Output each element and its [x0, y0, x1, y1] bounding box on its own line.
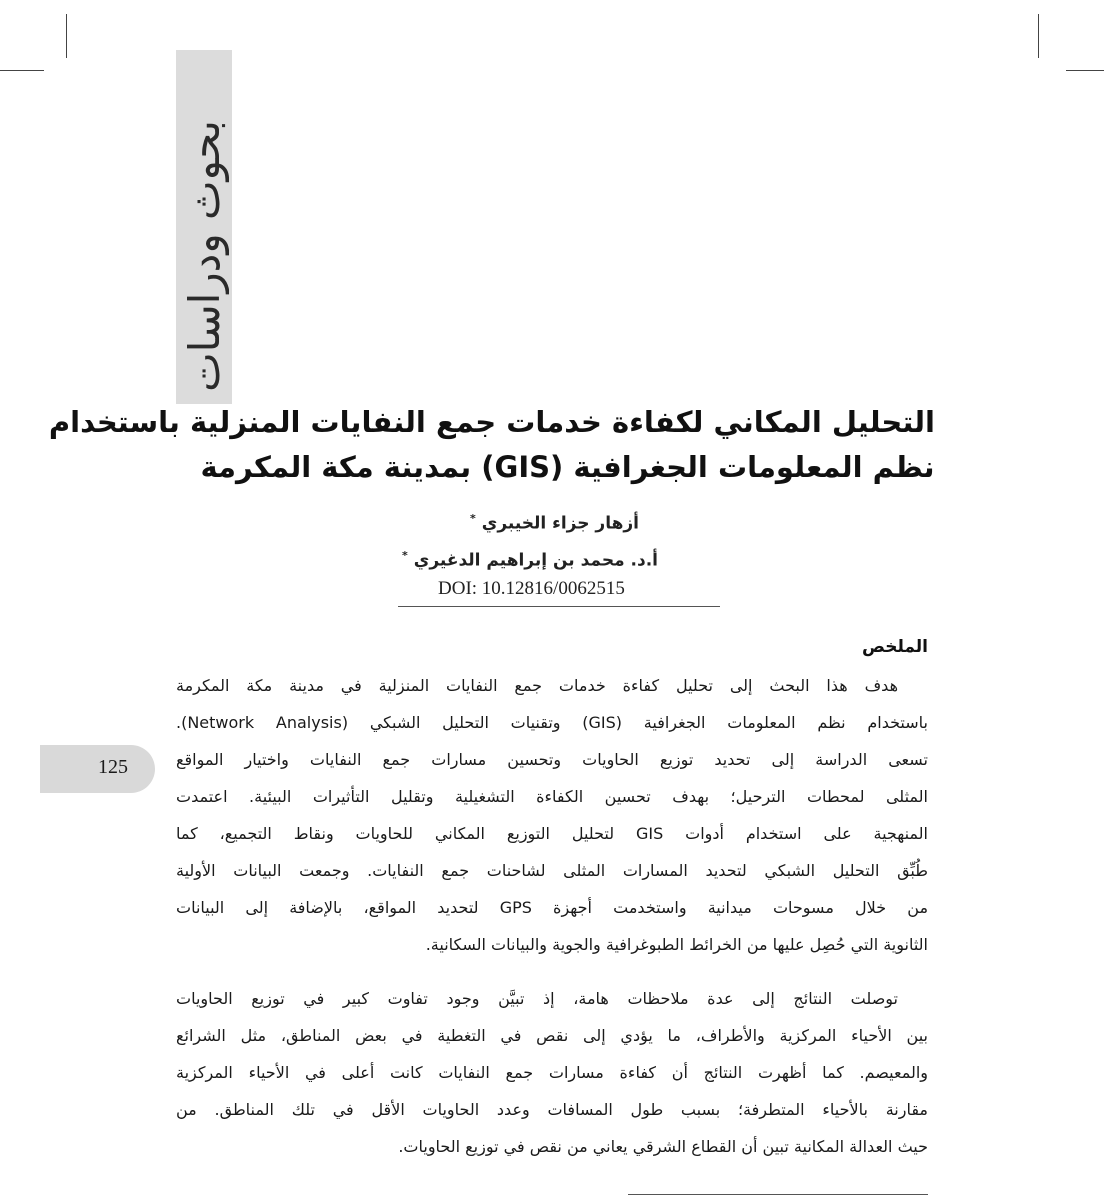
text-line: المنهجية على استخدام أدوات GIS لتحليل التوزيع المكاني للحاويات ونقاط التجميع، كما: [176, 824, 928, 843]
text-line: باستخدام نظم المعلومات الجغرافية (GIS) وتقنيات التحليل الشبكي (Network Analysis).: [176, 713, 928, 732]
author-2: [402, 549, 658, 571]
text-line: طُبِّق التحليل الشبكي لتحديد المسارات المثلى لشاحنات جمع النفايات. وجمعت البيانات الأولية: [176, 861, 928, 880]
text-line: تسعى الدراسة إلى تحديد توزيع الحاويات وتحسين مسارات جمع النفايات واختيار المواقع: [176, 750, 928, 769]
text-line: من خلال مسوحات ميدانية واستخدمت أجهزة GPS لتحديد المواقع، بالإضافة إلى البيانات: [176, 898, 928, 917]
abstract-heading: الملخص: [862, 637, 928, 657]
page-number: 125: [98, 756, 128, 778]
doi-link[interactable]: DOI: 10.12816/0062515: [438, 578, 625, 599]
title-line-2: نظم المعلومات الجغرافية (GIS) بمدينة مكة المكرمة: [200, 450, 935, 484]
text-line: هدف هذا البحث إلى تحليل كفاءة خدمات جمع النفايات المنزلية في مدينة مكة المكرمة: [176, 676, 898, 695]
crop-mark-top-left-horizontal: [0, 70, 44, 71]
author-1-name: أزهار جزاء الخيبري: [481, 513, 639, 534]
section-label-text: بحوث ودراسات: [179, 120, 229, 392]
doi-divider: [398, 606, 720, 607]
text-line: توصلت النتائج إلى عدة ملاحظات هامة، إذ تبيَّن وجود تفاوت كبير في توزيع الحاويات: [176, 989, 898, 1008]
crop-mark-top-right-horizontal: [1066, 70, 1104, 71]
article-title: [48, 400, 935, 490]
text-line: بين الأحياء المركزية والأطراف، ما يؤدي إلى نقص في التغطية في بعض المناطق، مثل الشرائع: [176, 1026, 928, 1045]
section-label: [176, 50, 232, 404]
abstract-paragraph-1: [176, 667, 928, 963]
text-line: مقارنة بالأحياء المتطرفة؛ بسبب طول المسافات وعدد الحاويات الأقل في تلك المناطق. من: [176, 1100, 928, 1119]
text-line: حيث العدالة المكانية تبين أن القطاع الشرقي يعاني من نقص في توزيع الحاويات.: [398, 1137, 928, 1156]
title-line-1: التحليل المكاني لكفاءة خدمات جمع النفايات المنزلية باستخدام: [48, 405, 935, 439]
text-line: المثلى لمحطات الترحيل؛ بهدف تحسين الكفاءة التشغيلية وتقليل التأثيرات البيئية. اعتمدت: [176, 787, 928, 806]
crop-mark-top-right-vertical: [1038, 14, 1039, 58]
crop-mark-top-left-vertical: [66, 14, 67, 58]
text-line: الثانوية التي حُصِل عليها من الخرائط الطبوغرافية والجوية والبيانات السكانية.: [425, 935, 928, 954]
author-2-name: أ.د. محمد بن إبراهيم الدغيري: [413, 550, 658, 571]
text-line: والمعيصم. كما أظهرت النتائج أن كفاءة مسارات جمع النفايات كانت أعلى في الأحياء المركزية: [176, 1063, 928, 1082]
author-1-footnote-mark: *: [469, 512, 476, 525]
abstract-paragraph-2: [176, 980, 928, 1165]
author-2-footnote-mark: *: [402, 549, 408, 562]
footnote-divider: [628, 1194, 928, 1195]
author-1: [470, 512, 639, 534]
